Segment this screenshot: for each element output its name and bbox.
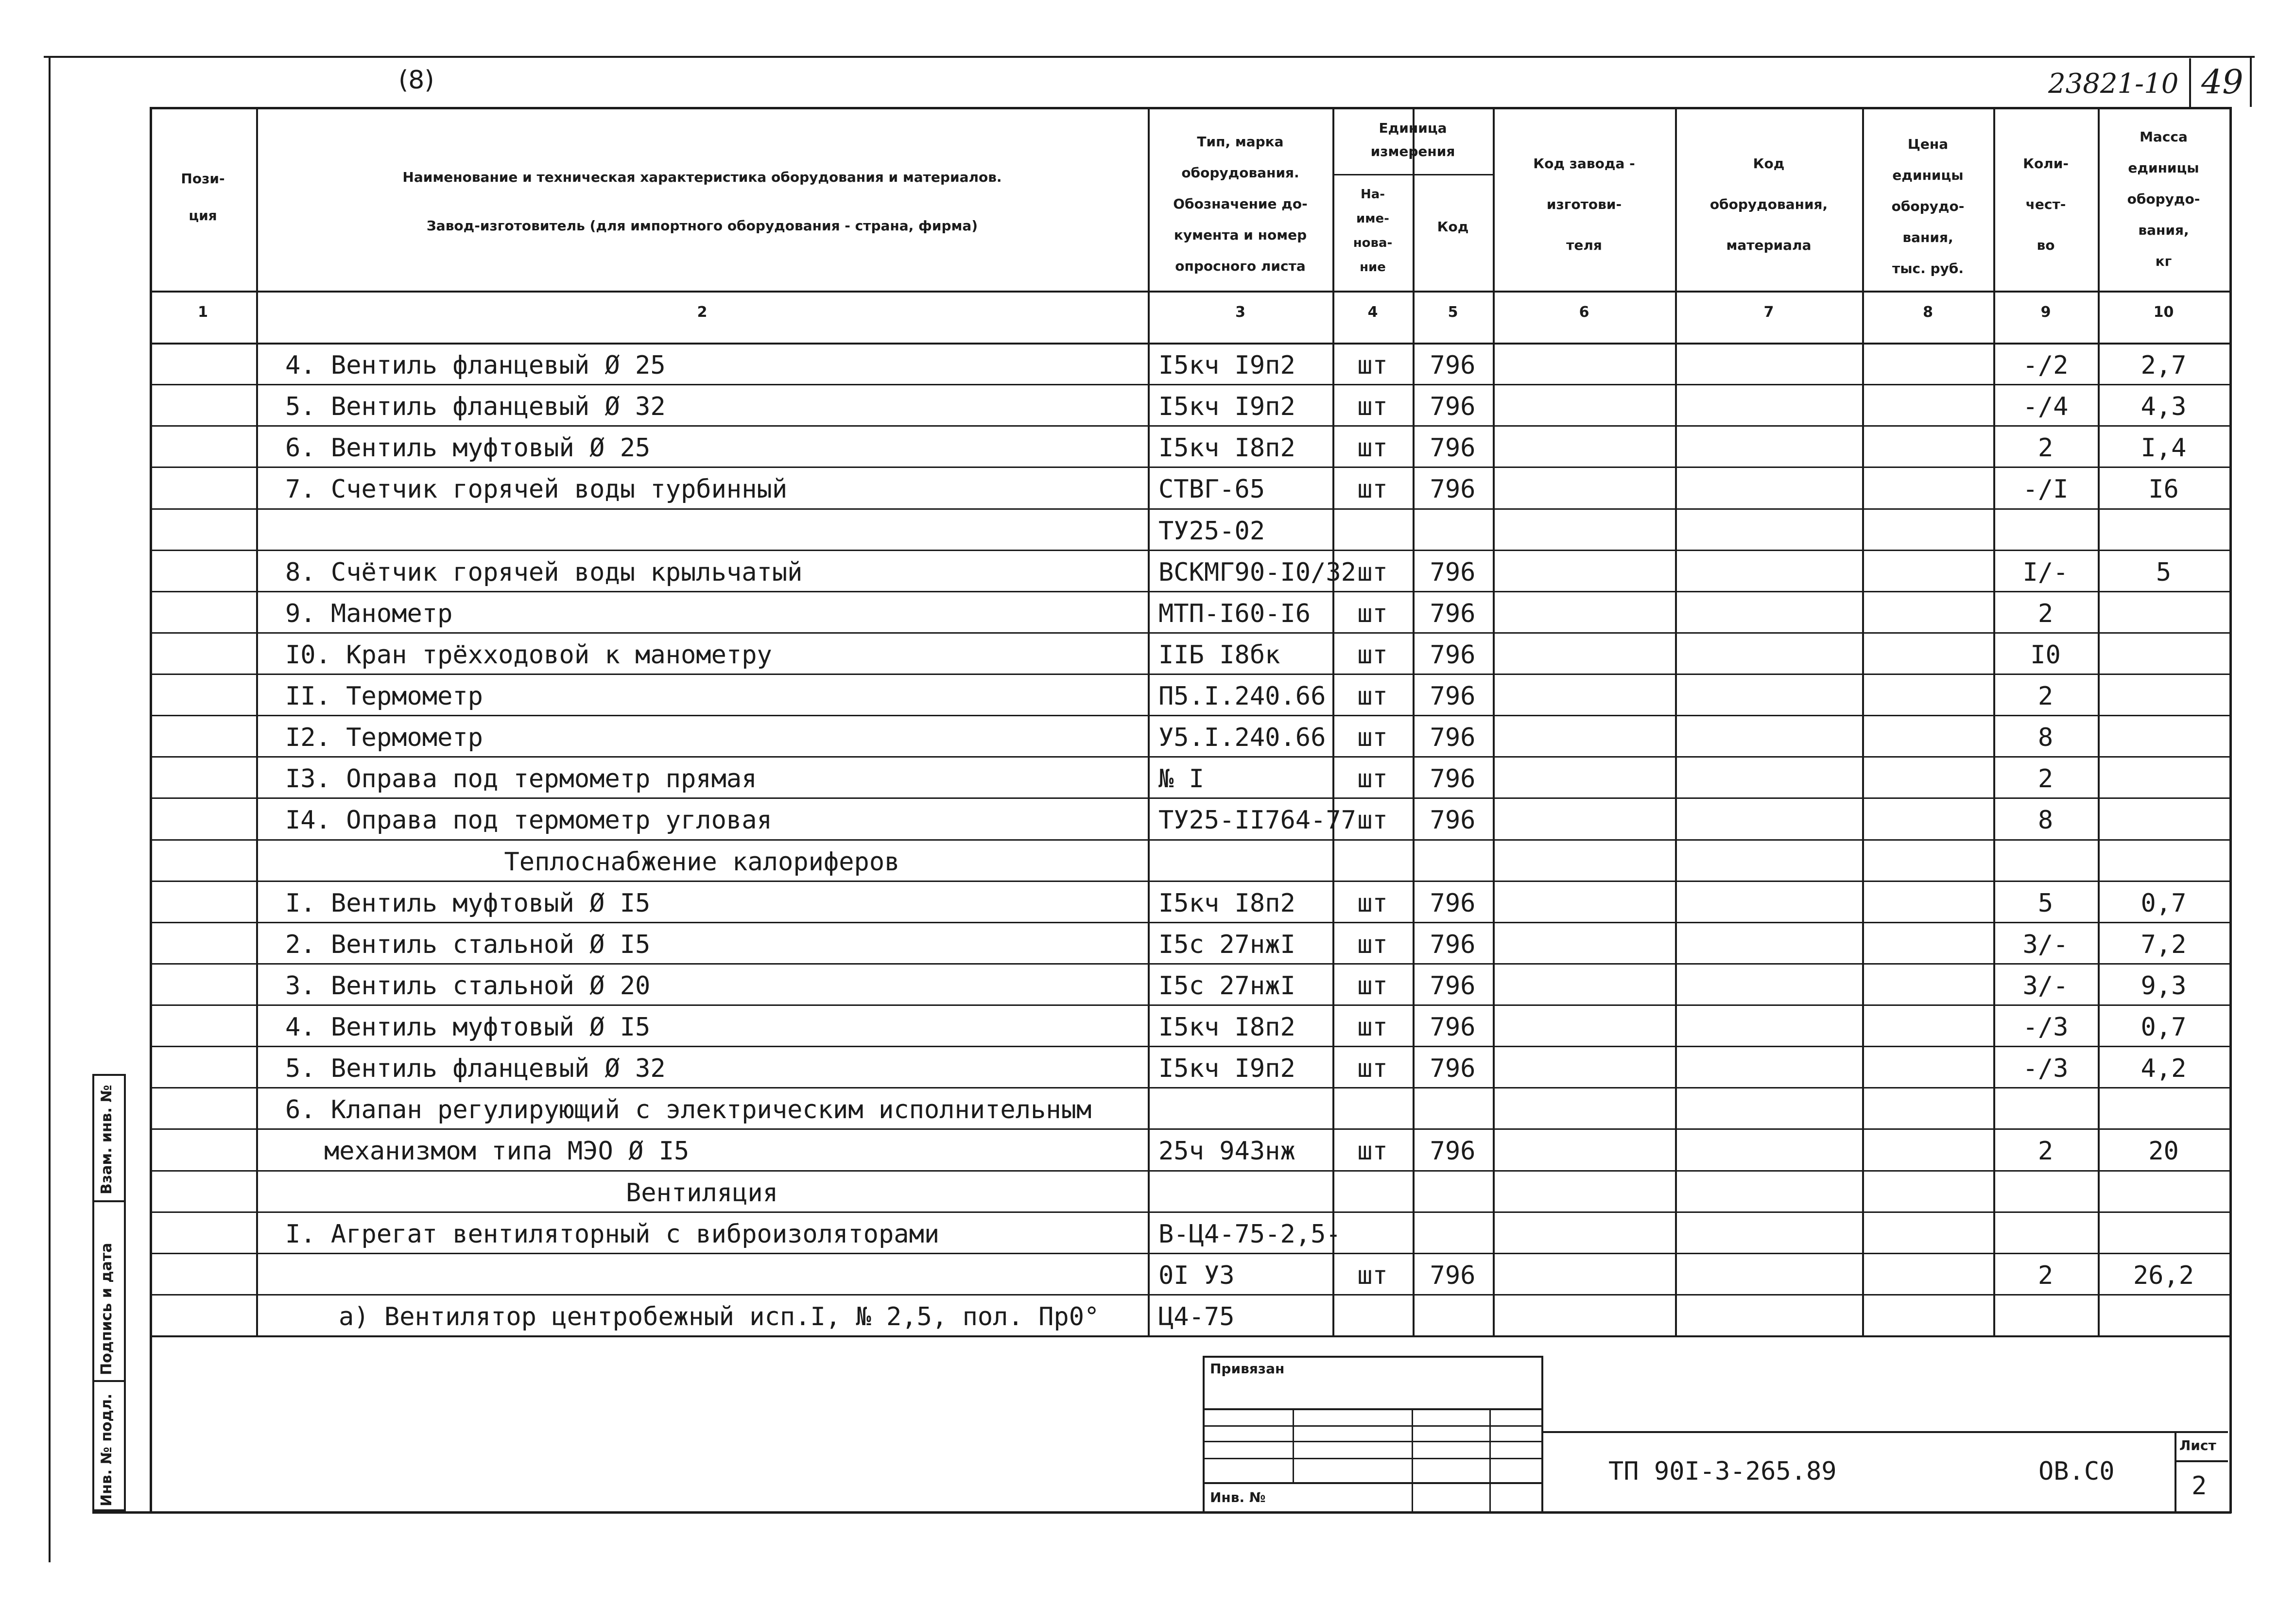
item-type: I5кч I8п2 (1158, 433, 1295, 463)
item-unit-code: 796 (1430, 1137, 1476, 1166)
sheet-number: 2 (2192, 1471, 2207, 1501)
item-name: II. Термометр (285, 681, 483, 711)
row-separator (150, 1253, 2229, 1254)
col-number: 2 (697, 304, 708, 321)
item-unit-code: 796 (1430, 930, 1476, 959)
item-unit-code: 796 (1430, 681, 1476, 711)
item-unit: шт (1357, 930, 1388, 959)
item-name: I. Вентиль муфтовый Ø I5 (285, 888, 651, 918)
item-type: I5кч I8п2 (1158, 888, 1295, 918)
header-col4: На- име- нова- ние (1353, 187, 1393, 275)
item-mass: 4,3 (2141, 392, 2187, 421)
frame-top-line (44, 56, 2255, 58)
row-separator (150, 550, 2229, 551)
item-quantity: 3/- (2022, 971, 2069, 1001)
column-separator (256, 107, 258, 1335)
table-top-border (150, 107, 2229, 109)
item-unit: шт (1357, 723, 1388, 752)
item-type: 0I У3 (1158, 1261, 1235, 1290)
item-quantity: -/I (2022, 475, 2069, 504)
item-name: 5. Вентиль фланцевый Ø 32 (285, 392, 666, 421)
frame-left-line (49, 56, 51, 1562)
item-type: СТВГ-65 (1158, 475, 1265, 504)
item-type: МТП-I60-I6 (1158, 599, 1311, 628)
item-mass: I6 (2148, 475, 2179, 504)
header-col2: Наименование и техническая характеристика оборудования и материалов. Завод-изготовитель (для импортного оборудования - страна, фирма) (402, 169, 1002, 234)
row-separator (150, 797, 2229, 799)
item-unit: шт (1357, 433, 1388, 463)
item-quantity: -/3 (2022, 1012, 2069, 1042)
header-unit-group: Единица измерения (1370, 120, 1455, 159)
top-doc-code: 23821-10 (2048, 68, 2179, 100)
item-unit: шт (1357, 350, 1388, 380)
row-separator (150, 839, 2229, 841)
item-type: У5.I.240.66 (1158, 723, 1326, 752)
row-separator (150, 715, 2229, 716)
item-unit: шт (1357, 806, 1388, 835)
column-separator (1493, 107, 1495, 1335)
row-separator (150, 756, 2229, 758)
header-col10: Масса единицы оборудо- вания, кг (2127, 129, 2200, 269)
row-separator (150, 881, 2229, 882)
item-unit-code: 796 (1430, 475, 1476, 504)
item-mass: I,4 (2141, 433, 2187, 463)
row-separator (150, 963, 2229, 965)
item-name: а) Вентилятор центробежный исп.I, № 2,5, пол. Пр0° (339, 1302, 1100, 1331)
table-right-border (2229, 107, 2232, 1513)
row-separator (150, 591, 2229, 592)
item-unit: шт (1357, 640, 1388, 670)
row-separator (150, 384, 2229, 385)
col-number: 1 (198, 304, 208, 321)
item-quantity: -/4 (2022, 392, 2069, 421)
sheet-index: (8) (398, 66, 434, 95)
header-bottom-border (150, 291, 2229, 293)
item-name: 2. Вентиль стальной Ø I5 (285, 930, 651, 959)
item-mass: 9,3 (2141, 971, 2187, 1001)
item-unit-code: 796 (1430, 806, 1476, 835)
item-quantity: 2 (2037, 599, 2054, 628)
item-type: ВСКМГ90-I0/32 (1158, 557, 1356, 587)
side-stamp-replace: Взам. инв. № (98, 1085, 115, 1194)
item-quantity: 2 (2037, 764, 2054, 794)
item-unit: шт (1357, 475, 1388, 504)
item-name: 4. Вентиль муфтовый Ø I5 (285, 1012, 651, 1042)
item-type: ТУ25-II764-77 (1158, 806, 1356, 835)
row-separator (150, 508, 2229, 510)
row-separator (150, 1087, 2229, 1089)
item-unit: шт (1357, 681, 1388, 711)
unit-header-split (1332, 174, 1493, 175)
item-unit-code: 796 (1430, 433, 1476, 463)
table-body-bottom-border (150, 1335, 2229, 1337)
col-number: 7 (1763, 304, 1774, 321)
item-quantity: 2 (2037, 1261, 2054, 1290)
item-name: механизмом типа МЭО Ø I5 (324, 1137, 690, 1166)
row-separator (150, 674, 2229, 675)
item-name: I2. Термометр (285, 723, 483, 752)
header-col9: Коли- чест- во (2023, 156, 2069, 253)
column-separator (1675, 107, 1677, 1335)
item-unit: шт (1357, 392, 1388, 421)
item-unit: шт (1357, 764, 1388, 794)
doc-code: ТП 90I-3-265.89 (1608, 1457, 1837, 1486)
item-type: IIБ I8бк (1158, 640, 1280, 670)
col-number: 5 (1448, 304, 1458, 321)
item-unit: шт (1357, 1012, 1388, 1042)
item-mass: 7,2 (2141, 930, 2187, 959)
side-stamp-inventory: Инв. № подл. (98, 1393, 115, 1506)
header-col5: Код (1437, 219, 1469, 235)
side-stamp-signature: Подпись и дата (98, 1243, 115, 1375)
item-name: 3. Вентиль стальной Ø 20 (285, 971, 651, 1001)
item-name: 4. Вентиль фланцевый Ø 25 (285, 350, 666, 380)
column-separator (1862, 107, 1864, 1335)
item-type: I5с 27нжI (1158, 930, 1295, 959)
bound-label: Привязан (1210, 1361, 1285, 1377)
item-mass: 0,7 (2141, 1012, 2187, 1042)
item-type: I5с 27нжI (1158, 971, 1295, 1001)
item-unit: шт (1357, 1137, 1388, 1166)
col-number: 3 (1235, 304, 1245, 321)
row-separator (150, 1294, 2229, 1296)
item-unit-code: 796 (1430, 557, 1476, 587)
item-type: I5кч I9п2 (1158, 392, 1295, 421)
item-unit-code: 796 (1430, 1054, 1476, 1083)
number-row-bottom-border (150, 343, 2229, 345)
item-unit-code: 796 (1430, 392, 1476, 421)
item-unit-code: 796 (1430, 640, 1476, 670)
item-type: I5кч I9п2 (1158, 350, 1295, 380)
item-name: 7. Счетчик горячей воды турбинный (285, 475, 788, 504)
col-number: 4 (1367, 304, 1378, 321)
item-unit-code: 796 (1430, 971, 1476, 1001)
item-unit: шт (1357, 971, 1388, 1001)
item-name: I4. Оправа под термометр угловая (285, 806, 772, 835)
item-quantity: 3/- (2022, 930, 2069, 959)
item-quantity: -/2 (2022, 350, 2069, 380)
item-mass: 5 (2156, 557, 2172, 587)
header-col7: Код оборудования, материала (1709, 156, 1828, 253)
header-col3: Тип, марка оборудования. Обозначение до- кумента и номер опросного листа (1173, 134, 1308, 274)
col-number: 9 (2040, 304, 2051, 321)
item-type: ТУ25-02 (1158, 516, 1265, 546)
item-type: П5.I.240.66 (1158, 681, 1326, 711)
item-name: I. Агрегат вентиляторный с виброизоляторами (285, 1219, 940, 1249)
page-box-left (2189, 58, 2191, 107)
item-type: В-Ц4-75-2,5- (1158, 1219, 1341, 1249)
header-col8: Цена единицы оборудо- вания, тыс. руб. (1891, 136, 1965, 276)
col-number: 10 (2153, 304, 2174, 321)
page-box-right (2250, 56, 2252, 107)
item-unit: шт (1357, 888, 1388, 918)
item-mass: 0,7 (2141, 888, 2187, 918)
item-unit-code: 796 (1430, 1012, 1476, 1042)
item-quantity: 2 (2037, 433, 2054, 463)
section-heading: Вентиляция (625, 1178, 778, 1208)
item-name: 6. Клапан регулирующий с электрическим исполнительным (285, 1095, 1092, 1124)
item-mass: 4,2 (2141, 1054, 2187, 1083)
col-number: 8 (1923, 304, 1933, 321)
item-quantity: 2 (2037, 1137, 2054, 1166)
item-quantity: 5 (2037, 888, 2054, 918)
item-mass: 2,7 (2141, 350, 2187, 380)
row-separator (150, 1128, 2229, 1130)
section-heading: Теплоснабжение калориферов (504, 847, 900, 877)
header-col1: Пози- ция (181, 171, 225, 224)
item-type: 25ч 943нж (1158, 1137, 1295, 1166)
item-unit: шт (1357, 1054, 1388, 1083)
column-separator (1148, 107, 1150, 1335)
item-quantity: I0 (2030, 640, 2061, 670)
item-unit: шт (1357, 557, 1388, 587)
row-separator (150, 1170, 2229, 1172)
item-quantity: -/3 (2022, 1054, 2069, 1083)
section-code: ОВ.С0 (2038, 1457, 2115, 1486)
item-quantity: 8 (2037, 723, 2054, 752)
row-separator (150, 922, 2229, 923)
row-separator (150, 467, 2229, 468)
item-name: 8. Счётчик горячей воды крыльчатый (285, 557, 803, 587)
item-name: I3. Оправа под термометр прямая (285, 764, 757, 794)
item-unit-code: 796 (1430, 350, 1476, 380)
frame-bottom-border (92, 1511, 2231, 1514)
item-unit: шт (1357, 599, 1388, 628)
item-unit-code: 796 (1430, 888, 1476, 918)
sheet-label: Лист (2179, 1437, 2216, 1453)
item-type: I5кч I9п2 (1158, 1054, 1295, 1083)
item-unit-code: 796 (1430, 1261, 1476, 1290)
item-type: Ц4-75 (1158, 1302, 1235, 1331)
header-col6: Код завода - изготови- теля (1533, 156, 1635, 253)
row-separator (150, 425, 2229, 427)
item-mass: 26,2 (2133, 1261, 2194, 1290)
item-name: I0. Кран трёхходовой к манометру (285, 640, 772, 670)
row-separator (150, 1004, 2229, 1006)
item-type: № I (1158, 764, 1204, 794)
row-separator (150, 1211, 2229, 1213)
item-name: 5. Вентиль фланцевый Ø 32 (285, 1054, 666, 1083)
item-quantity: 2 (2037, 681, 2054, 711)
item-name: 6. Вентиль муфтовый Ø 25 (285, 433, 651, 463)
item-quantity: 8 (2037, 806, 2054, 835)
item-mass: 20 (2148, 1137, 2179, 1166)
item-quantity: I/- (2022, 557, 2069, 587)
item-name: 9. Манометр (285, 599, 453, 628)
row-separator (150, 1046, 2229, 1047)
page-number: 49 (2201, 63, 2244, 102)
item-unit-code: 796 (1430, 764, 1476, 794)
item-type: I5кч I8п2 (1158, 1012, 1295, 1042)
col-number: 6 (1579, 304, 1589, 321)
item-unit: шт (1357, 1261, 1388, 1290)
item-unit-code: 796 (1430, 723, 1476, 752)
row-separator (150, 632, 2229, 634)
inv-label: Инв. № (1210, 1489, 1266, 1505)
item-unit-code: 796 (1430, 599, 1476, 628)
